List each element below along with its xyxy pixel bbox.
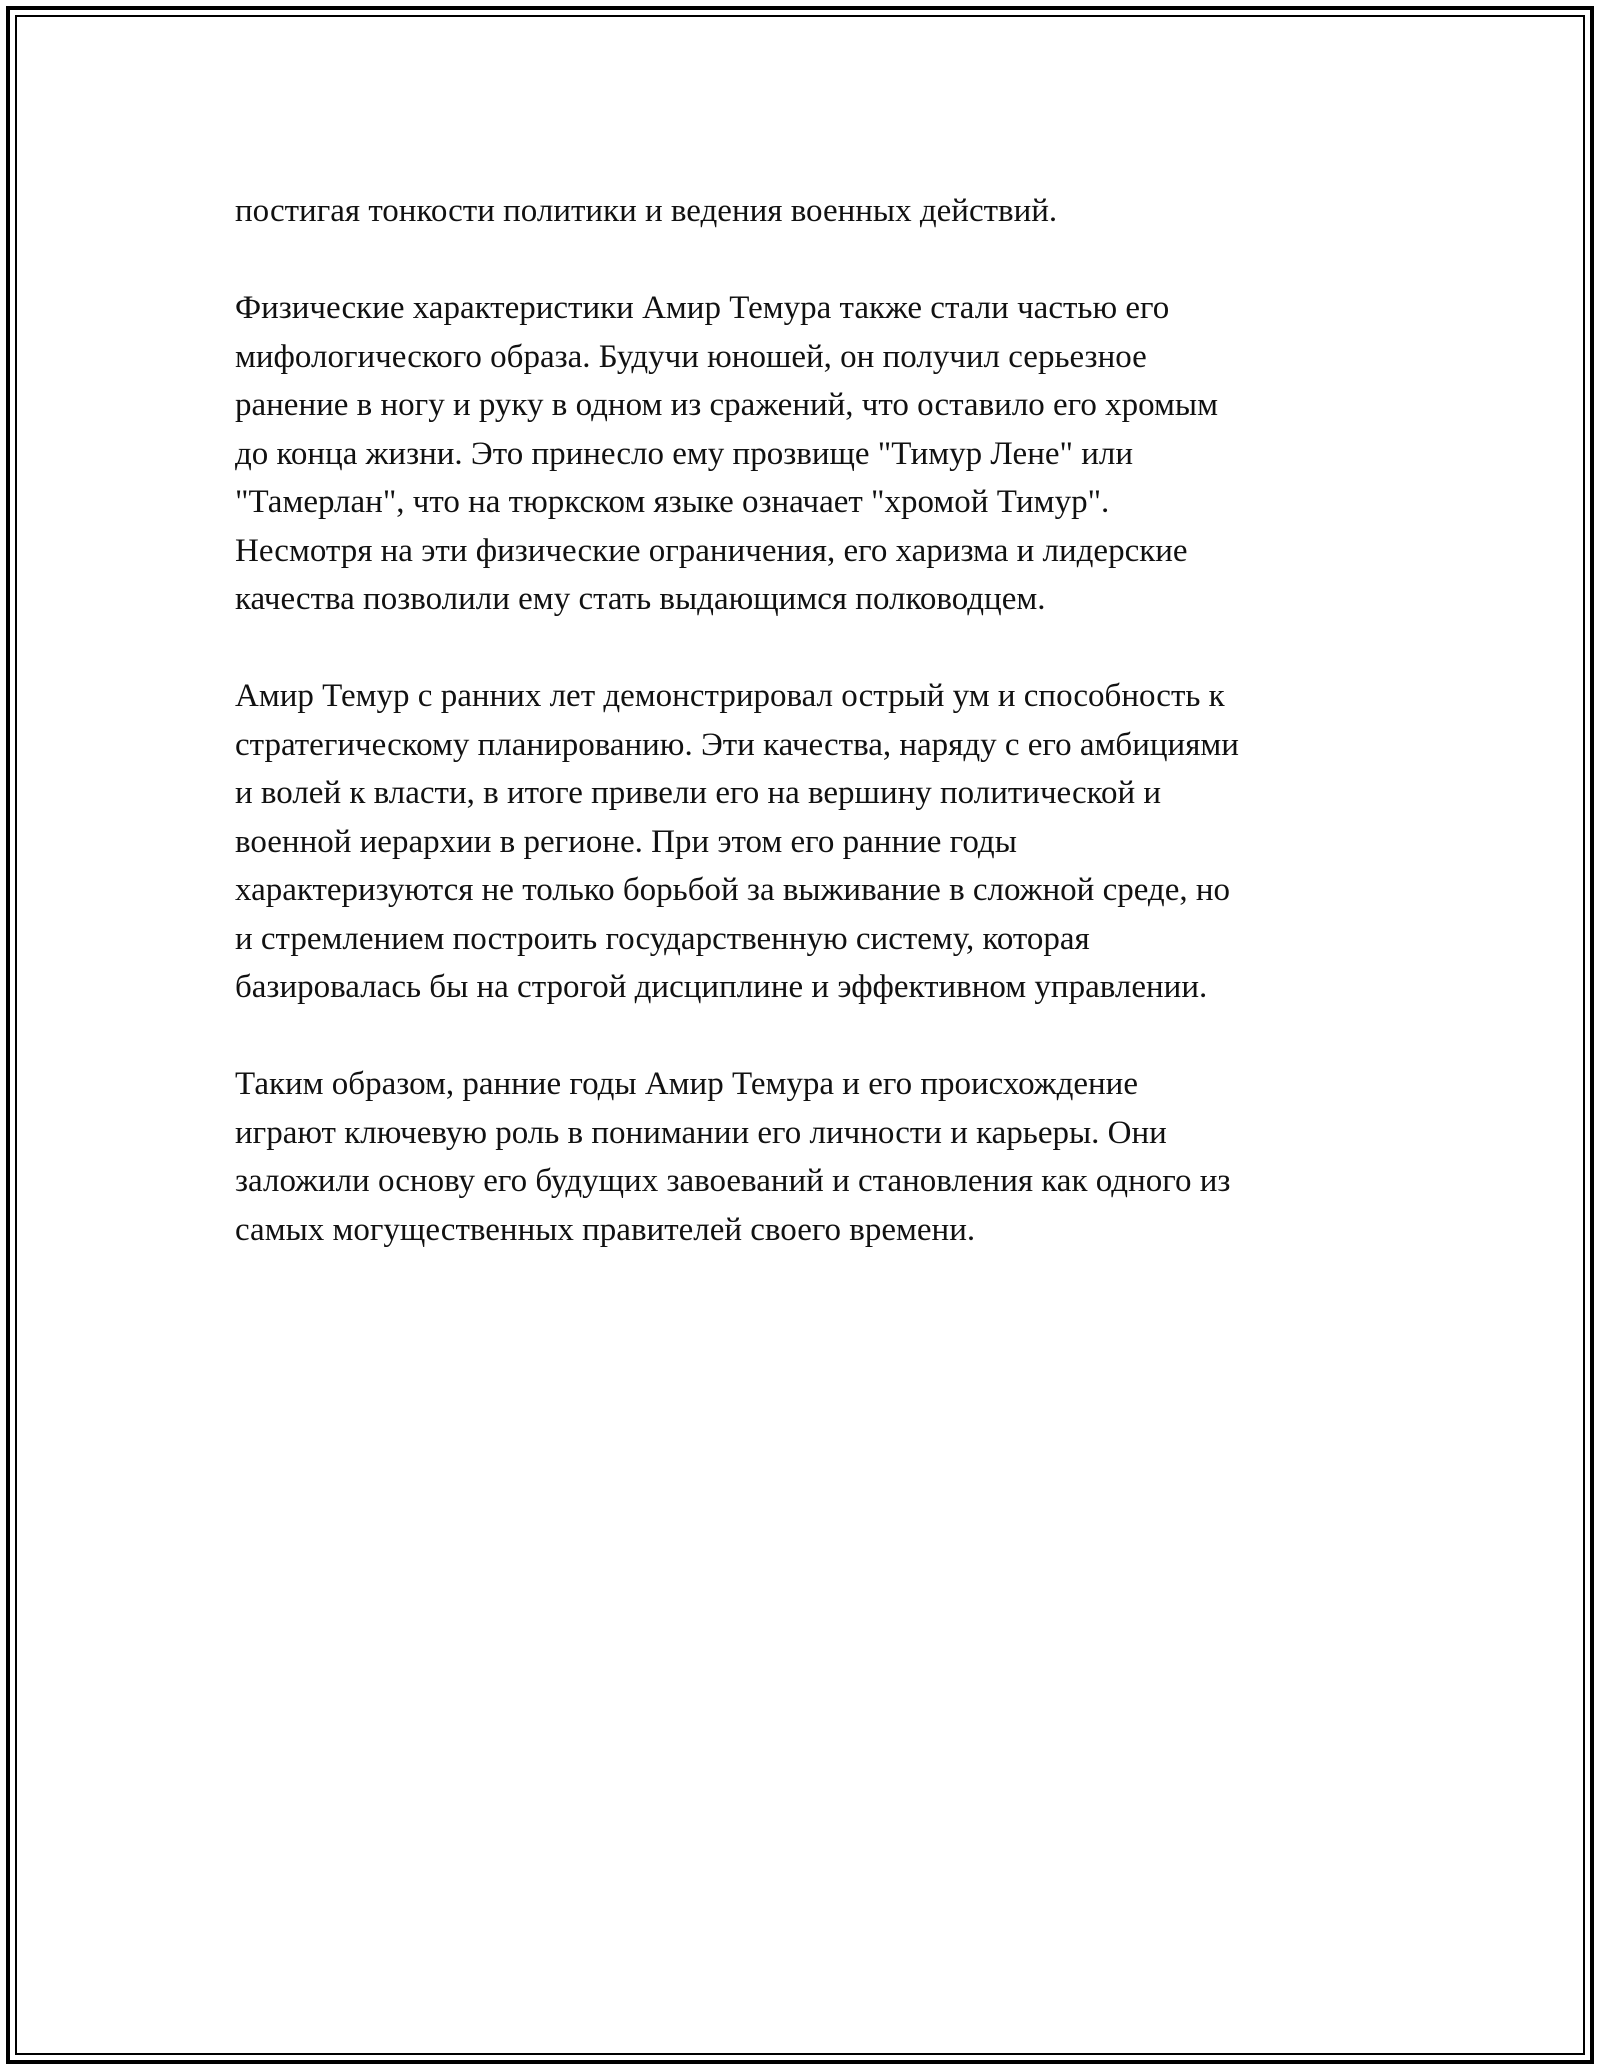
paragraph-continuation: постигая тонкости политики и ведения военных действий. <box>235 193 1058 229</box>
paragraph-conclusion: Таким образом, ранние годы Амир Темура и его происхождение играют ключевую роль в понимании его личности и карьеры. Они заложили основу его будущих завоеваний и становления как одного из самых могущественных правителей своего времени. <box>235 1066 1231 1248</box>
paragraph-strategic-mind: Амир Темур с ранних лет демонстрировал острый ум и способность к стратегическому планированию. Эти качества, наряду с его амбициями и волей к власти, в итоге привели его на вершину политической и военной иерархии в регионе. При этом его ранние годы характеризуются не только борьбой за выживание в сложной среде, но и стремлением построить государственную систему, которая базировалась бы на строгой дисциплине и эффективном управлении. <box>235 678 1239 1005</box>
paragraph-physical-traits: Физические характеристики Амир Темура также стали частью его мифологического образа. Будучи юношей, он получил серьезное ранение в ногу и руку в одном из сражений, что оставило его хромым до конца жизни. Это принесло ему прозвище "Тимур Лене" или "Тамерлан", что на тюркском языке означает "хромой Тимур". Несмотря на эти физические ограничения, его харизма и лидерские качества позволили ему стать выдающимся полководцем. <box>235 290 1218 617</box>
document-body <box>235 187 1375 1303</box>
